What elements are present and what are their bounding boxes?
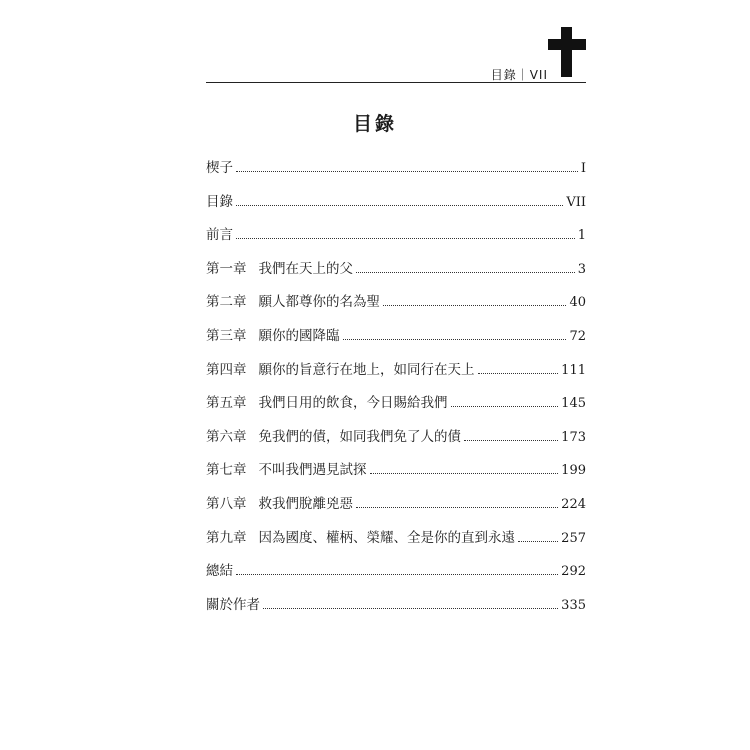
toc-entry-title: 總結 — [206, 563, 233, 580]
dot-leader — [236, 564, 558, 575]
toc-entry-title: 因為國度、權柄、榮耀、全是你的直到永遠 — [258, 529, 515, 546]
toc-entry-title: 願你的旨意行在地上，如同行在天上 — [258, 361, 475, 378]
toc-entry — [206, 223, 586, 257]
toc-entry — [206, 358, 586, 392]
toc-page-number: 224 — [561, 496, 586, 512]
toc-page-number: 335 — [561, 597, 586, 613]
table-of-contents — [206, 156, 586, 626]
toc-page-number: 199 — [561, 463, 586, 479]
toc-entry-title: 前言 — [206, 227, 233, 244]
toc-page-number: VII — [566, 194, 586, 210]
toc-entry-title: 關於作者 — [206, 596, 260, 613]
dot-leader — [236, 228, 575, 239]
toc-entry-title: 救我們脫離兇惡 — [258, 495, 353, 512]
toc-entry — [206, 526, 586, 560]
dot-leader — [518, 531, 558, 542]
running-head: 目錄｜VII — [490, 68, 548, 82]
toc-entry — [206, 156, 586, 190]
toc-page-number: 292 — [561, 564, 586, 580]
toc-entry-title: 我們在天上的父 — [258, 260, 353, 277]
toc-entry-title: 楔子 — [206, 160, 233, 176]
toc-entry — [206, 391, 586, 425]
toc-chapter-number: 第八章 — [206, 495, 247, 512]
toc-entry-title: 我們日用的飲食，今日賜給我們 — [258, 395, 448, 412]
dot-leader — [236, 195, 563, 206]
dot-leader — [478, 363, 559, 374]
page-header — [206, 60, 586, 83]
toc-entry-title: 目錄 — [206, 193, 233, 210]
toc-entry — [206, 290, 586, 324]
toc-chapter-number: 第九章 — [206, 529, 247, 546]
toc-page-number: 111 — [561, 362, 586, 378]
toc-chapter-number: 第一章 — [206, 260, 247, 277]
toc-entry — [206, 257, 586, 291]
toc-entry-title: 不叫我們遇見試探 — [258, 462, 367, 479]
toc-chapter-number: 第二章 — [206, 294, 247, 311]
dot-leader — [356, 497, 558, 508]
toc-page-number: 40 — [569, 295, 586, 311]
toc-page-number: 173 — [561, 429, 586, 445]
toc-page-number: I — [580, 161, 586, 176]
toc-entry-title: 免我們的債，如同我們免了人的債 — [258, 428, 461, 445]
toc-entry — [206, 492, 586, 526]
toc-chapter-number: 第四章 — [206, 361, 247, 378]
toc-page-number: 3 — [577, 261, 586, 277]
toc-entry — [206, 425, 586, 459]
dot-leader — [236, 161, 578, 172]
dot-leader — [263, 598, 558, 609]
toc-page-number: 257 — [561, 530, 586, 546]
dot-leader — [383, 295, 566, 306]
toc-entry — [206, 324, 586, 358]
toc-page-number: 145 — [561, 396, 586, 412]
toc-entry-title: 願人都尊你的名為聖 — [258, 294, 380, 311]
toc-chapter-number: 第六章 — [206, 428, 247, 445]
toc-entry — [206, 559, 586, 593]
toc-entry-title: 願你的國降臨 — [258, 327, 340, 344]
toc-chapter-number: 第五章 — [206, 395, 247, 412]
toc-page-number: 1 — [577, 228, 586, 244]
page-title: 目錄 — [352, 113, 397, 135]
toc-chapter-number: 第三章 — [206, 327, 247, 344]
toc-chapter-number: 第七章 — [206, 462, 247, 479]
dot-leader — [343, 329, 567, 340]
toc-page-number: 72 — [569, 328, 586, 344]
toc-entry — [206, 458, 586, 492]
dot-leader — [370, 463, 559, 474]
cross-icon — [548, 27, 586, 77]
toc-entry — [206, 190, 586, 224]
toc-entry — [206, 593, 586, 627]
dot-leader — [464, 430, 558, 441]
dot-leader — [451, 396, 559, 407]
dot-leader — [356, 262, 575, 273]
